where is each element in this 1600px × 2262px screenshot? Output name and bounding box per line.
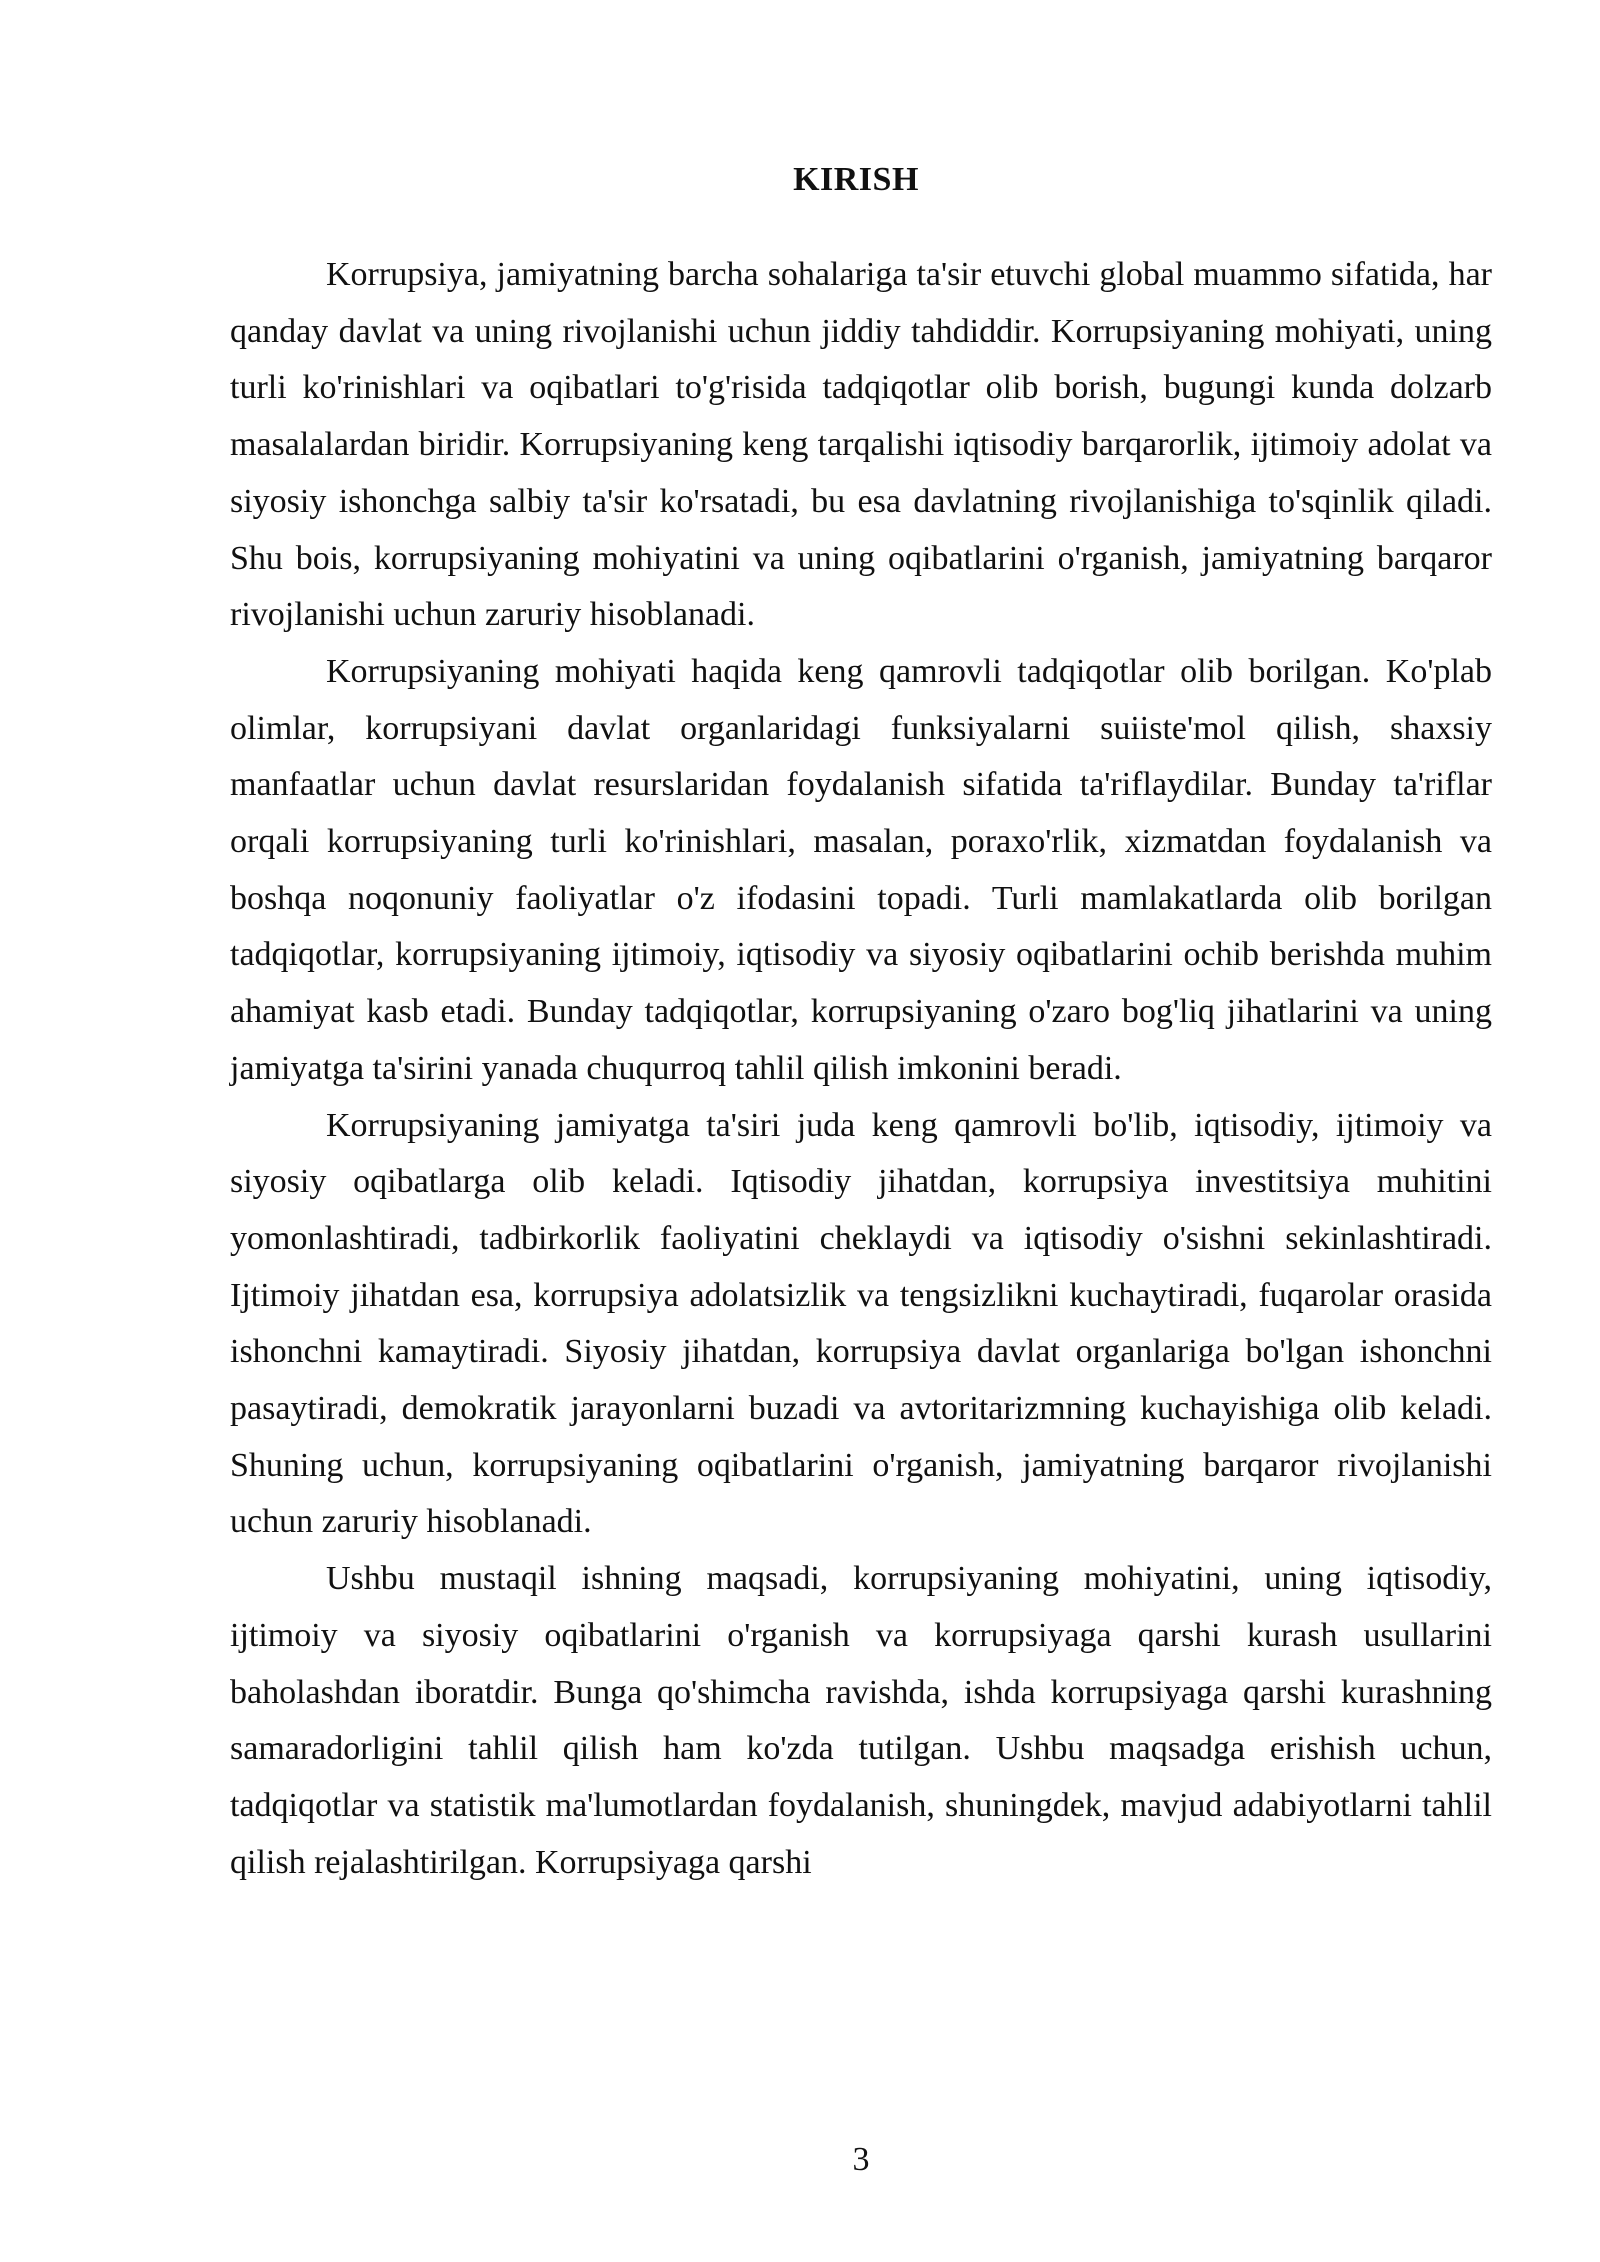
section-title: KIRISH (793, 161, 919, 198)
paragraph: Ushbu mustaqil ishning maqsadi, korrupsiyaning mohiyatini, uning iqtisodiy, ijtimoiy va siyosiy oqibatlarini o'rganish va korrupsiyaga qarshi kurash usullarini baholashdan iboratdir. Bunga qo'shimcha ravishda, ishda korrupsiyaga qarshi kurashning samaradorligini tahlil qilish ham ko'zda tutilgan. Ushbu maqsadga erishish uchun, tadqiqotlar va statistik ma'lumotlardan foydalanish, shuningdek, mavjud adabiyotlarni tahlil qilish rejalashtirilgan. Korrupsiyaga qarshi (230, 1560, 1492, 1881)
paragraph: Korrupsiya, jamiyatning barcha sohalariga ta'sir etuvchi global muammo sifatida, har qanday davlat va uning rivojlanishi uchun jiddiy tahdiddir. Korrupsiyaning mohiyati, uning turli ko'rinishlari va oqibatlari to'g'risida tadqiqotlar olib borish, bugungi kunda dolzarb masalalardan biridir. Korrupsiyaning keng tarqalishi iqtisodiy barqarorlik, ijtimoiy adolat va siyosiy ishonchga salbiy ta'sir ko'rsatadi, bu esa davlatning rivojlanishiga to'sqinlik qiladi. Shu bois, korrupsiyaning mohiyatini va uning oqibatlarini o'rganish, jamiyatning barqaror rivojlanishi uchun zaruriy hisoblanadi. (230, 256, 1492, 634)
page-number: 3 (852, 2141, 870, 2178)
paragraph: Korrupsiyaning jamiyatga ta'siri juda keng qamrovli bo'lib, iqtisodiy, ijtimoiy va siyosiy oqibatlarga olib keladi. Iqtisodiy jihatdan, korrupsiya investitsiya muhitini yomonlashtiradi, tadbirkorlik faoliyatini cheklaydi va iqtisodiy o'sishni sekinlashtiradi. Ijtimoiy jihatdan esa, korrupsiya adolatsizlik va tengsizlikni kuchaytiradi, fuqarolar orasida ishonchni kamaytiradi. Siyosiy jihatdan, korrupsiya davlat organlariga bo'lgan ishonchni pasaytiradi, demokratik jarayonlarni buzadi va avtoritarizmning kuchayishiga olib keladi. Shuning uchun, korrupsiyaning oqibatlarini o'rganish, jamiyatning barqaror rivojlanishi uchun zaruriy hisoblanadi. (230, 1106, 1492, 1541)
document-body (230, 247, 1492, 1891)
paragraph: Korrupsiyaning mohiyati haqida keng qamrovli tadqiqotlar olib borilgan. Ko'plab olimlar, korrupsiyani davlat organlaridagi funksiyalarni suiiste'mol qilish, shaxsiy manfaatlar uchun davlat resurslaridan foydalanish sifatida ta'riflaydilar. Bunday ta'riflar orqali korrupsiyaning turli ko'rinishlari, masalan, poraxo'rlik, xizmatdan foydalanish va boshqa noqonuniy faoliyatlar o'z ifodasini topadi. Turli mamlakatlarda olib borilgan tadqiqotlar, korrupsiyaning ijtimoiy, iqtisodiy va siyosiy oqibatlarini ochib berishda muhim ahamiyat kasb etadi. Bunday tadqiqotlar, korrupsiyaning o'zaro bog'liq jihatlarini va uning jamiyatga ta'sirini yanada chuqurroq tahlil qilish imkonini beradi. (230, 652, 1492, 1087)
